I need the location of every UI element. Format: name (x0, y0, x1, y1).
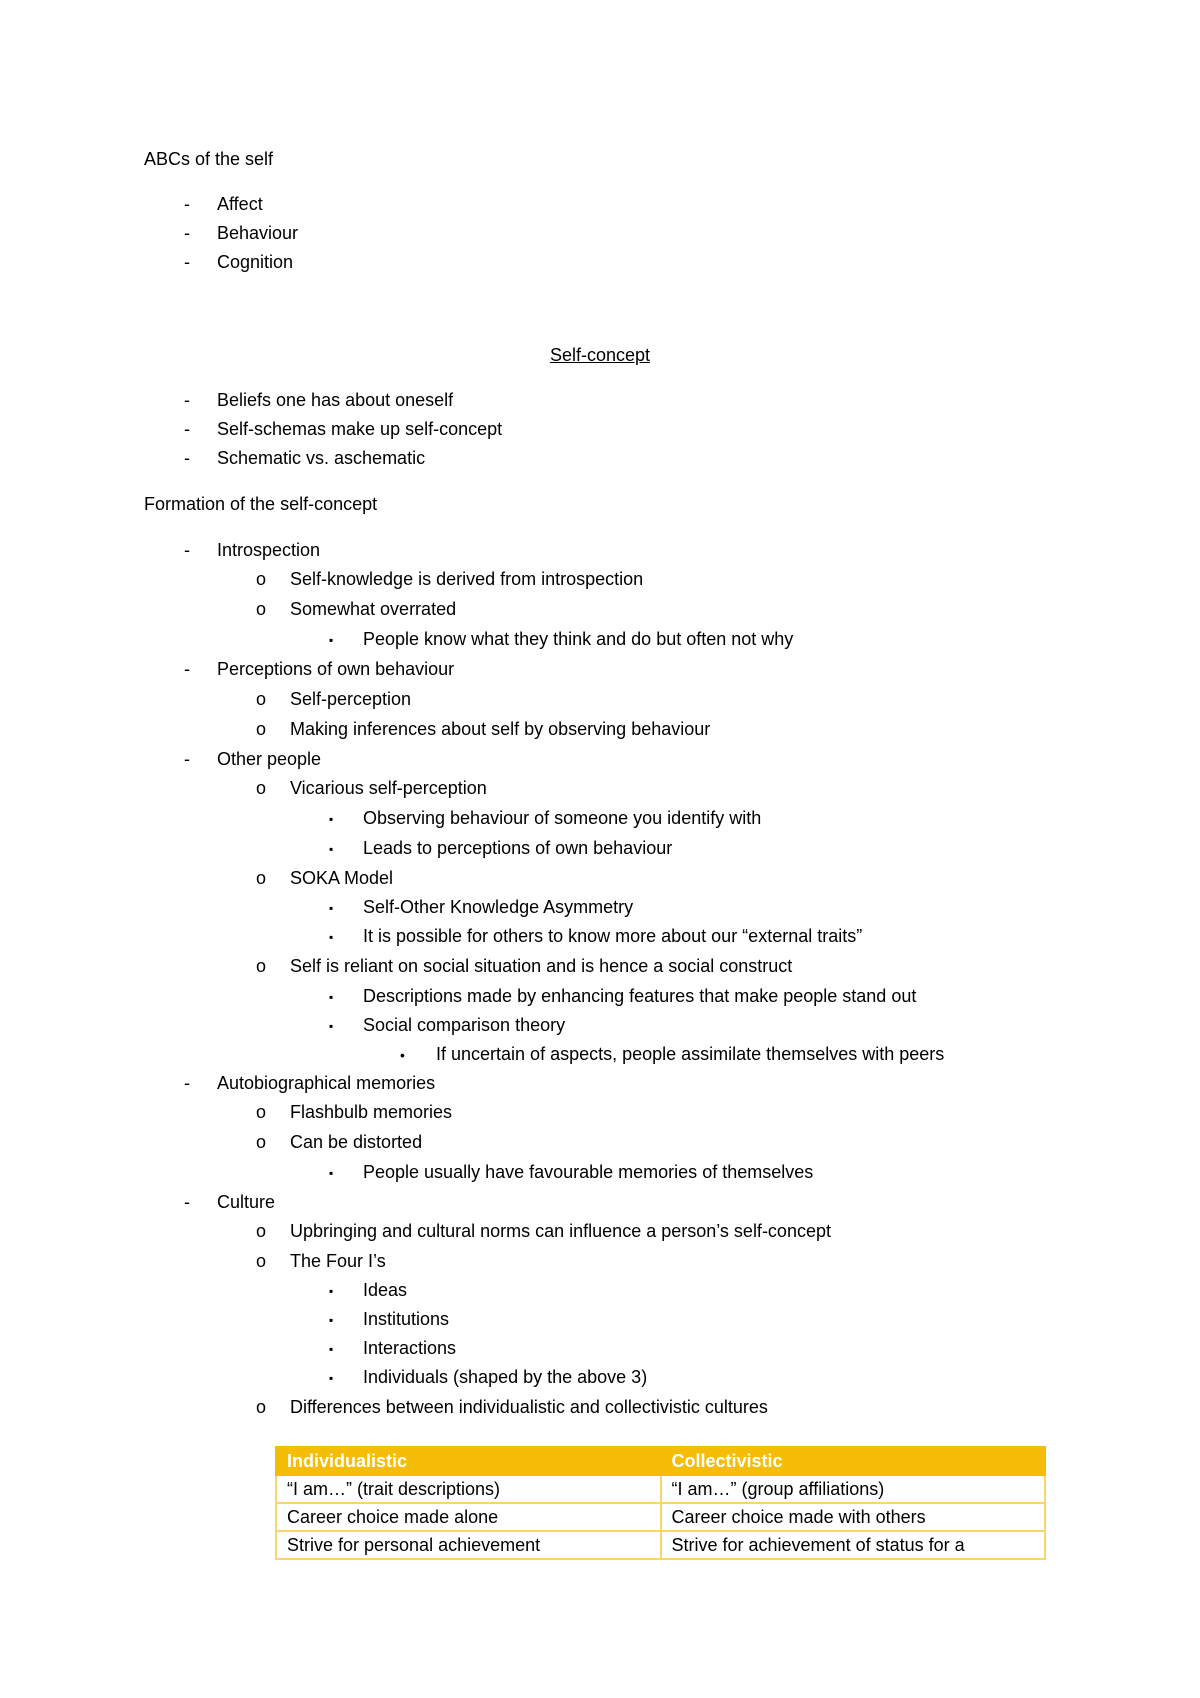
circle-bullet-icon: o (256, 1251, 267, 1271)
circle-bullet-icon: o (256, 1397, 267, 1417)
formation-heading: Formation of the self-concept (144, 494, 378, 514)
table-header-row (276, 1447, 1045, 1475)
self-concept-heading: Self-concept (549, 345, 651, 365)
square-bullet-icon: ▪ (329, 930, 334, 944)
circle-bullet-icon: o (256, 689, 267, 709)
square-bullet-icon: ▪ (329, 990, 334, 1004)
square-bullet-icon: ▪ (329, 633, 334, 647)
square-bullet-icon: ▪ (329, 1284, 334, 1298)
document-page: ABCs of the self - Affect - Behaviour - Cognition Self-concept - Beliefs one has about oneself - Self-schemas make up self-concept - Schematic vs. aschematic Formation of the self-concept - Introspection o Self-knowledge is derived from introspection o Somewhat overrated ▪ People know what they think and do but often not why - Perceptions of own behaviour o Self-perception o Making inferences about self by observing behaviour - Other people o Vicarious self-perception ▪ Observing behaviour of someone you identify with ▪ Leads to perceptions of own behaviour o SOKA Model ▪ Self-Other Knowledge Asymmetry ▪ It is possible for others to know more about our “external traits” o Self is reliant on social situation and is hence a social construct ▪ Descriptions made by enhancing features that make people stand out ▪ Social comparison theory • If uncertain of aspects, people assimilate themselves with peers - Autobiographical memories o Flashbulb memories o Can be distorted ▪ People usually have favourable memories of themselves - Culture o Upbringing and cultural norms can influence a person’s self-concept o The Four I’s ▪ Ideas ▪ Institutions ▪ Interactions ▪ Individuals (shaped by the above 3) o Differences between individualistic and collectivistic cultures Individualistic Collectivistic “I am…” (trait descriptions) “I am…” (group affiliations) Career choice made alone Career choice made with others Strive for personal achievement Strive for achievement of status for a (0, 0, 1200, 1698)
culture-comparison-table (275, 1446, 1046, 1560)
table-cell: Strive for personal achievement (276, 1531, 661, 1559)
dash-marker: - (184, 194, 190, 214)
square-bullet-icon: ▪ (329, 842, 334, 856)
table-cell: Career choice made with others (661, 1503, 1046, 1531)
dash-marker: - (184, 749, 190, 769)
table-row (276, 1531, 1045, 1559)
square-bullet-icon: ▪ (329, 1019, 334, 1033)
dash-marker: - (184, 1073, 190, 1093)
dash-marker: - (184, 448, 190, 468)
dash-marker: - (184, 252, 190, 272)
square-bullet-icon: ▪ (329, 901, 334, 915)
table-cell: Career choice made alone (276, 1503, 661, 1531)
dash-marker: - (184, 419, 190, 439)
square-bullet-icon: ▪ (329, 1342, 334, 1356)
square-bullet-icon: ▪ (329, 812, 334, 826)
circle-bullet-icon: o (256, 719, 267, 739)
table-cell: “I am…” (trait descriptions) (276, 1475, 661, 1503)
circle-bullet-icon: o (256, 1221, 267, 1241)
table-cell: “I am…” (group affiliations) (661, 1475, 1046, 1503)
table-cell: Strive for achievement of status for a (661, 1531, 1046, 1559)
circle-bullet-icon: o (256, 956, 267, 976)
table-row (276, 1475, 1045, 1503)
table-header-cell: Collectivistic (661, 1447, 1046, 1475)
table-row (276, 1503, 1045, 1531)
dash-marker: - (184, 223, 190, 243)
circle-bullet-icon: o (256, 599, 267, 619)
square-bullet-icon: ▪ (329, 1371, 334, 1385)
dash-marker: - (184, 1192, 190, 1212)
circle-bullet-icon: o (256, 1102, 267, 1122)
circle-bullet-icon: o (256, 778, 267, 798)
square-bullet-icon: ▪ (329, 1166, 334, 1180)
abc-heading: ABCs of the self (144, 149, 274, 169)
dash-marker: - (184, 659, 190, 679)
table-header-cell: Individualistic (276, 1447, 661, 1475)
dash-marker: - (184, 390, 190, 410)
circle-bullet-icon: o (256, 868, 267, 888)
dash-marker: - (184, 540, 190, 560)
circle-bullet-icon: o (256, 569, 267, 589)
square-bullet-icon: ▪ (329, 1313, 334, 1327)
dot-bullet-icon: • (400, 1047, 405, 1063)
circle-bullet-icon: o (256, 1132, 267, 1152)
